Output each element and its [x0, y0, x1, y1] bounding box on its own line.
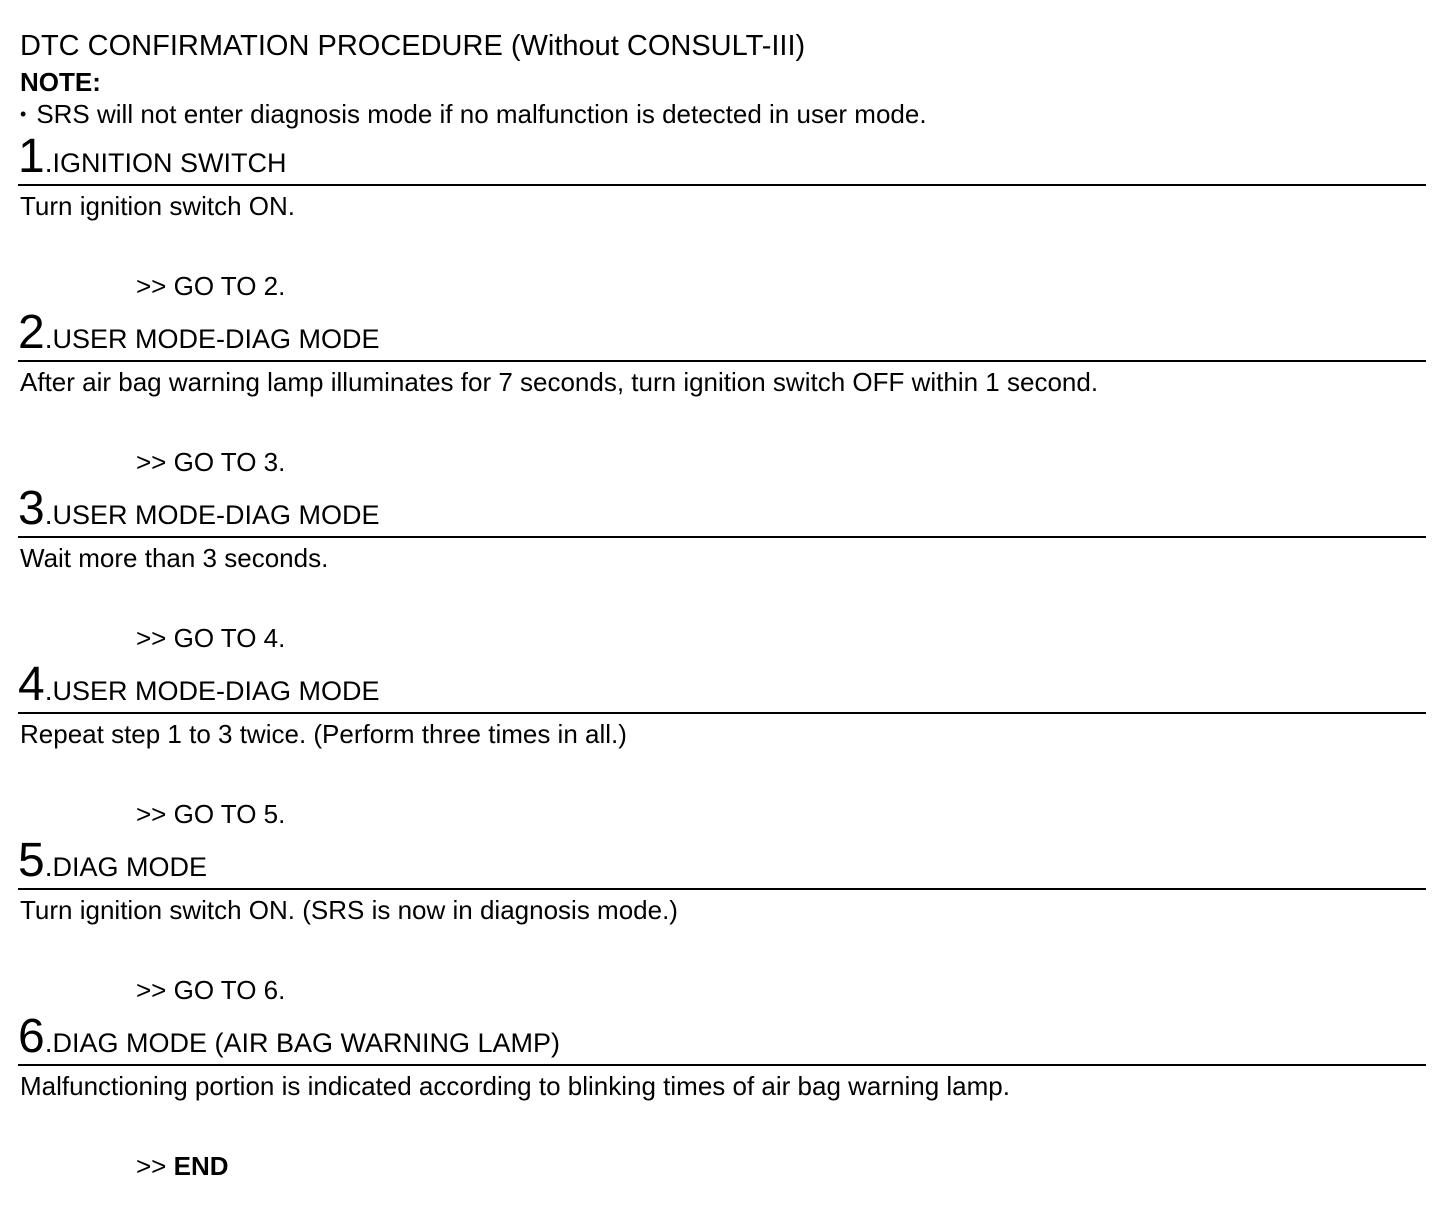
step-divider: [18, 712, 1426, 714]
step-dot: .: [44, 499, 53, 530]
step-goto: [136, 974, 285, 1006]
step-description: Repeat step 1 to 3 twice. (Perform three times in all.): [20, 719, 627, 749]
goto-target-end: END: [173, 1151, 229, 1181]
step-header: [18, 482, 380, 536]
step-header: [18, 1010, 560, 1064]
goto-prefix: >>: [136, 271, 167, 301]
step-header: [18, 130, 286, 184]
step-description: Wait more than 3 seconds.: [20, 543, 329, 573]
step-divider: [18, 1064, 1426, 1066]
step-number: 3: [18, 482, 45, 535]
step-header: [18, 306, 380, 360]
step-title: DIAG MODE: [52, 852, 207, 882]
step-dot: .: [44, 147, 53, 178]
step-title: IGNITION SWITCH: [52, 148, 287, 178]
step-number: 6: [18, 1010, 45, 1063]
step-title: DIAG MODE (AIR BAG WARNING LAMP): [52, 1028, 561, 1058]
goto-target: GO TO 2.: [173, 271, 286, 301]
step-title: USER MODE-DIAG MODE: [52, 676, 380, 706]
goto-target: GO TO 6.: [173, 975, 286, 1005]
step-goto: [136, 270, 285, 302]
step-number: 5: [18, 834, 45, 887]
goto-prefix: >>: [136, 975, 167, 1005]
note-item: [20, 98, 927, 130]
step-6: [0, 1010, 1440, 1186]
goto-prefix: >>: [136, 623, 167, 653]
goto-target: GO TO 4.: [173, 623, 286, 653]
goto-prefix: >>: [136, 799, 167, 829]
step-header: [18, 834, 207, 888]
step-dot: .: [44, 675, 53, 706]
step-goto: [136, 1150, 229, 1182]
step-header: [18, 658, 380, 712]
step-3: [0, 482, 1440, 658]
step-2: [0, 306, 1440, 482]
step-dot: .: [44, 851, 53, 882]
note-label: NOTE:: [20, 67, 101, 97]
page-title: DTC CONFIRMATION PROCEDURE (Without CONSULT-III): [20, 30, 806, 62]
step-divider: [18, 536, 1426, 538]
step-divider: [18, 888, 1426, 890]
step-goto: [136, 798, 285, 830]
step-number: 1: [18, 130, 45, 183]
note-item-text: SRS will not enter diagnosis mode if no malfunction is detected in user mode.: [36, 99, 927, 129]
goto-target: GO TO 5.: [173, 799, 286, 829]
step-number: 4: [18, 658, 45, 711]
step-description: After air bag warning lamp illuminates for 7 seconds, turn ignition switch OFF within 1 second.: [20, 367, 1099, 397]
step-1: [0, 130, 1440, 306]
step-description: Turn ignition switch ON. (SRS is now in diagnosis mode.): [20, 895, 678, 925]
goto-target: GO TO 3.: [173, 447, 286, 477]
step-title: USER MODE-DIAG MODE: [52, 324, 380, 354]
bullet-icon: •: [20, 104, 27, 124]
step-goto: [136, 622, 285, 654]
step-goto: [136, 446, 285, 478]
step-description: Turn ignition switch ON.: [20, 191, 296, 221]
step-dot: .: [44, 1027, 53, 1058]
step-divider: [18, 184, 1426, 186]
step-divider: [18, 360, 1426, 362]
step-5: [0, 834, 1440, 1010]
step-title: USER MODE-DIAG MODE: [52, 500, 380, 530]
goto-prefix: >>: [136, 1151, 167, 1181]
step-number: 2: [18, 306, 45, 359]
goto-prefix: >>: [136, 447, 167, 477]
step-4: [0, 658, 1440, 834]
step-description: Malfunctioning portion is indicated according to blinking times of air bag warning lamp.: [20, 1071, 1010, 1101]
step-dot: .: [44, 323, 53, 354]
